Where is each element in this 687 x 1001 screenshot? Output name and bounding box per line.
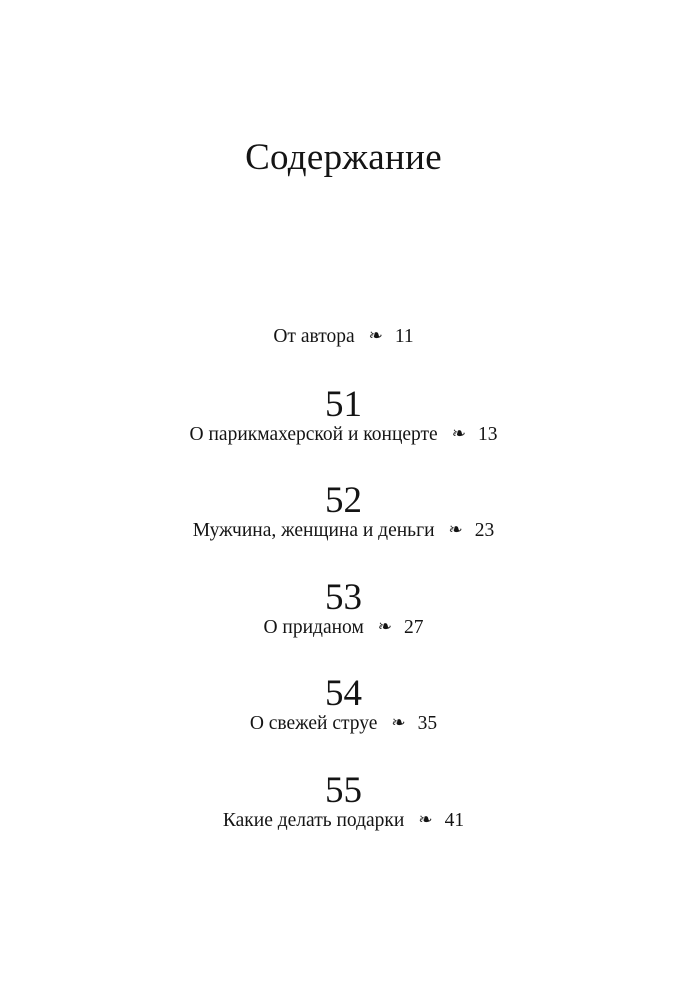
fleuron-icon: ❧ xyxy=(418,810,433,829)
toc-entry-chapter-53[interactable] xyxy=(0,615,687,641)
toc-entry-intro[interactable] xyxy=(0,324,687,350)
toc-entry-label: Какие делать подарки xyxy=(222,810,405,831)
chapter-number: 51 xyxy=(325,384,362,425)
page-title: Содержание xyxy=(245,137,442,178)
toc-entry-page: 11 xyxy=(394,326,414,347)
toc-entry-page: 27 xyxy=(404,617,424,638)
toc-entry-chapter-54[interactable] xyxy=(0,711,687,737)
toc-entry-label: О свежей струе xyxy=(249,713,378,734)
toc-entry-page: 41 xyxy=(444,810,465,831)
chapter-number: 54 xyxy=(325,673,362,714)
toc-entry-label: Мужчина, женщина и деньги xyxy=(192,520,435,541)
chapter-number: 53 xyxy=(325,577,362,618)
fleuron-icon: ❧ xyxy=(391,713,406,732)
toc-entry-page: 13 xyxy=(477,424,498,445)
toc-entry-label: От автора xyxy=(273,326,355,347)
chapter-number: 55 xyxy=(325,770,362,811)
toc-entry-chapter-52[interactable] xyxy=(0,518,687,544)
fleuron-icon: ❧ xyxy=(377,617,393,636)
toc-entry-chapter-51[interactable] xyxy=(0,422,687,448)
fleuron-icon: ❧ xyxy=(451,424,466,443)
toc-entry-label: О приданом xyxy=(263,617,364,638)
toc-entry-page: 35 xyxy=(417,713,438,734)
fleuron-icon: ❧ xyxy=(368,326,383,345)
chapter-number: 52 xyxy=(325,480,362,521)
toc-entry-page: 23 xyxy=(474,520,495,541)
toc-entry-label: О парикмахерской и концерте xyxy=(189,424,438,445)
fleuron-icon: ❧ xyxy=(448,520,463,539)
toc-entry-chapter-55[interactable] xyxy=(0,808,687,834)
